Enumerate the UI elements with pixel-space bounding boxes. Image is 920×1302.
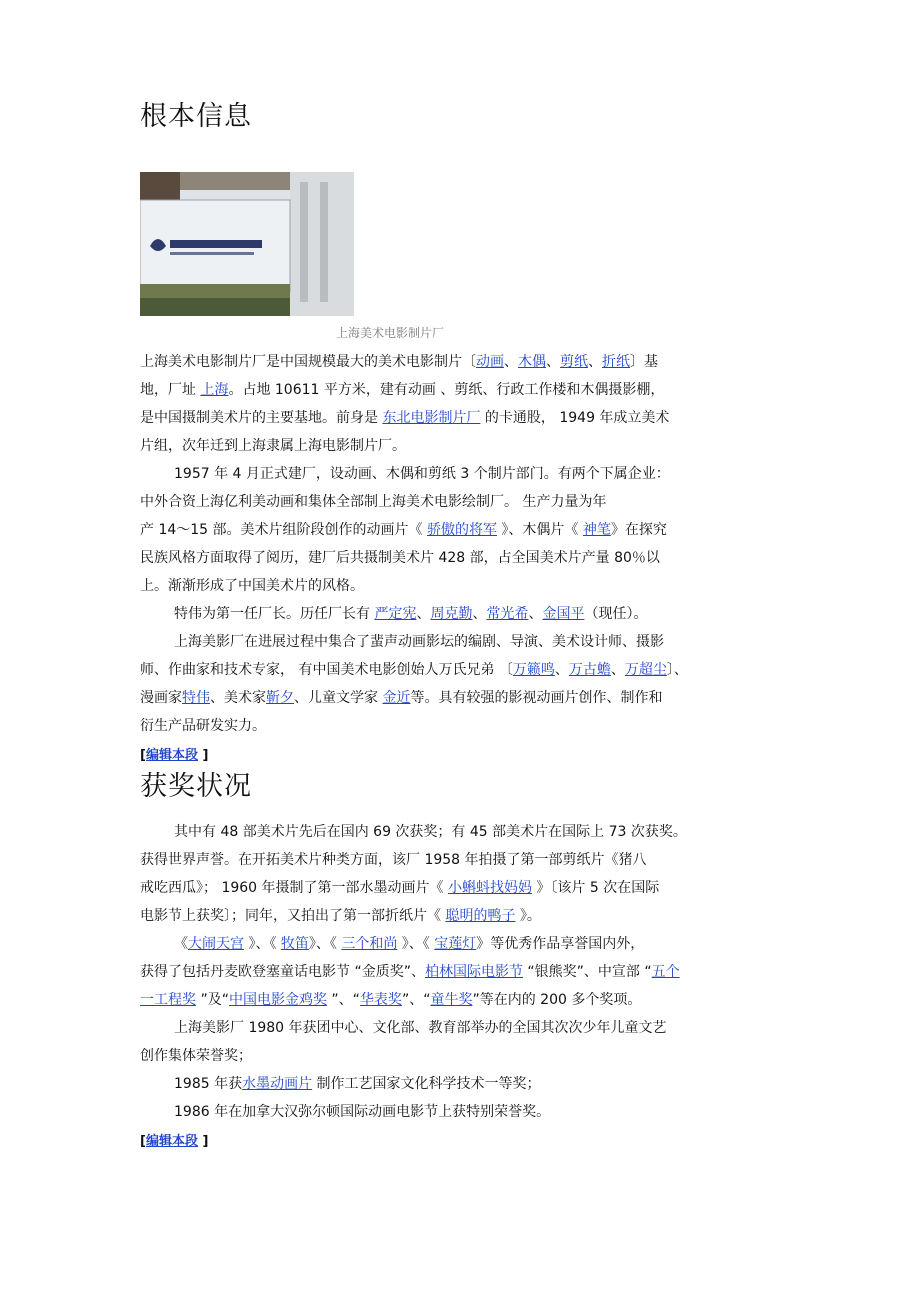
text-run: 1986 年在加拿大汉弥尔顿国际动画电影节上获特别荣誉奖。	[174, 1104, 551, 1120]
text-run: 特伟为第一任厂长。历任厂长有	[174, 606, 375, 622]
text-run: 、	[546, 354, 560, 370]
text-run: 上。渐渐形成了中国美术片的风格。	[140, 578, 364, 594]
section1-line	[140, 436, 406, 456]
section2-line	[174, 934, 644, 954]
section1-line	[174, 632, 664, 652]
section-title-awards: 获奖状况	[140, 771, 252, 802]
wiki-link[interactable]: 上海	[200, 382, 229, 398]
text-run: 电影节上获奖〕；同年，又拍出了第一部折纸片《	[140, 908, 446, 924]
wiki-link[interactable]: 金国平	[542, 606, 585, 622]
section2-line	[140, 850, 647, 870]
text-run: 1957 年 4 月正式建厂，设动画、木偶和剪纸 3 个制片部门。有两个下属企业：	[174, 466, 670, 482]
wiki-link[interactable]: 万超尘	[624, 662, 667, 678]
section1-line	[140, 520, 667, 540]
text-run: 衍生产品研发实力。	[140, 718, 266, 734]
text-run: 》、《	[397, 936, 435, 952]
section2-line	[174, 1018, 667, 1038]
wiki-link[interactable]: 万古蟾	[568, 662, 611, 678]
wiki-link[interactable]: 三个和尚	[341, 936, 398, 952]
section2-line	[140, 906, 541, 926]
wiki-link[interactable]: 五个	[651, 964, 680, 980]
text-run: 》〔该片 5 次在国际	[531, 880, 660, 896]
wiki-link[interactable]: 柏林国际电影节	[424, 964, 523, 980]
text-run: ”等在内的 200 多个奖项。	[472, 992, 642, 1008]
section1-line	[140, 576, 364, 596]
text-run: ”、“	[326, 992, 360, 1008]
text-run: 上海美术电影制片厂是中国规模最大的美术电影制片〔	[140, 354, 476, 370]
studio-photo	[140, 172, 354, 316]
text-run: ”及“	[196, 992, 229, 1008]
section1-line	[140, 716, 266, 736]
text-run: 等。具有较强的影视动画片创作、制作和	[410, 690, 663, 706]
wiki-link[interactable]: 东北电影制片厂	[382, 410, 481, 426]
text-run: 、	[416, 606, 431, 622]
text-run: 》、《	[244, 936, 281, 952]
section2-line	[140, 962, 680, 982]
wiki-link[interactable]: 宝莲灯	[434, 936, 477, 952]
section1-line	[140, 352, 658, 372]
text-run: 》在探究	[610, 522, 667, 538]
text-run: 片组，次年迁到上海隶属上海电影制片厂。	[140, 438, 406, 454]
text-run: 产 14～15 部。美术片组阶段创作的动画片《	[140, 522, 427, 538]
section-title-basic-info: 根本信息	[140, 101, 252, 132]
text-run: 创作集体荣誉奖；	[140, 1048, 252, 1064]
wiki-link[interactable]: 木偶	[518, 354, 546, 370]
edit-section-link-1[interactable]: [编辑本段 ]	[140, 748, 209, 763]
wiki-link[interactable]: 骄傲的将军	[426, 522, 497, 538]
text-run: 获得了包括丹麦欧登塞童话电影节 “金质奖”、	[140, 964, 425, 980]
text-run: 、美术家	[210, 690, 266, 706]
wiki-link[interactable]: 周克勤	[430, 606, 473, 622]
wiki-link[interactable]: 牧笛	[280, 936, 309, 952]
text-run: 制作工艺国家文化科学技术一等奖；	[312, 1076, 541, 1092]
text-run: 、	[554, 662, 569, 678]
section1-line	[140, 548, 660, 568]
wiki-link[interactable]: 金近	[382, 690, 411, 706]
text-run: 1985 年获	[174, 1076, 243, 1092]
text-run: 〕基	[630, 354, 658, 370]
section2-line	[140, 878, 659, 898]
section1-line	[140, 380, 664, 400]
text-run: 是中国摄制美术片的主要基地。前身是	[140, 410, 383, 426]
section2-line	[174, 822, 687, 842]
text-run: 、	[588, 354, 602, 370]
wiki-link[interactable]: 剪纸	[560, 354, 588, 370]
section1-line	[140, 492, 606, 512]
text-run: 戒吃西瓜》； 1960 年摄制了第一部水墨动画片《	[140, 880, 448, 896]
section2-line	[174, 1102, 550, 1122]
text-run: 《	[174, 936, 188, 952]
wiki-link[interactable]: 折纸	[602, 354, 630, 370]
section2-line	[140, 990, 641, 1010]
text-run: 地，厂址	[140, 382, 201, 398]
text-run: 、	[472, 606, 487, 622]
text-run: 、	[610, 662, 625, 678]
text-run: 其中有 48 部美术片先后在国内 69 次获奖；有 45 部美术片在国际上 73 次获奖。	[174, 824, 687, 840]
section2-line	[140, 1046, 252, 1066]
text-run: 》。	[515, 908, 541, 924]
wiki-link[interactable]: 动画	[476, 354, 504, 370]
text-run: 民族风格方面取得了阅历，建厂后共摄制美术片 428 部，占全国美术片产量 80％以	[140, 550, 660, 566]
wiki-link[interactable]: 神笔	[582, 522, 611, 538]
wiki-link[interactable]: 华表奖	[359, 992, 402, 1008]
section2-line	[174, 1074, 541, 1094]
text-run: 上海美影厂 1980 年获团中心、文化部、教育部举办的全国其次次少年儿童文艺	[174, 1020, 667, 1036]
wiki-link[interactable]: 童牛奖	[430, 992, 473, 1008]
wiki-link[interactable]: 一工程奖	[140, 992, 196, 1008]
text-run: 、儿童文学家	[294, 690, 383, 706]
wiki-link[interactable]: 水墨动画片	[242, 1076, 313, 1092]
section1-line	[140, 688, 662, 708]
wiki-link[interactable]: 中国电影金鸡奖	[228, 992, 327, 1008]
text-run: 》等优秀作品享誉国内外，	[476, 936, 645, 952]
text-run: （现任）。	[584, 606, 648, 622]
text-run: 上海美影厂在进展过程中集合了蜚声动画影坛的编剧、导演、美术设计师、摄影	[174, 634, 664, 650]
text-run: 。占地 10611 平方米，建有动画 、剪纸、行政工作楼和木偶摄影棚，	[228, 382, 665, 398]
wiki-link[interactable]: 万籁鸣	[512, 662, 555, 678]
photo-caption: 上海美术电影制片厂	[335, 326, 444, 340]
section1-line	[140, 660, 688, 680]
section1-line	[174, 604, 647, 624]
wiki-link[interactable]: 大闹天宫	[188, 936, 244, 952]
text-run: 中外合资上海亿利美动画和集体全部制上海美术电影绘制厂。 生产力量为年	[140, 494, 607, 510]
wiki-link[interactable]: 常光希	[486, 606, 529, 622]
wiki-link[interactable]: 聪明的鸭子	[445, 908, 516, 924]
section1-line	[140, 408, 669, 428]
text-run: 师、作曲家和技术专家， 有中国美术电影创始人万氏兄弟 〔	[140, 662, 513, 678]
wiki-link[interactable]: 靳夕	[266, 690, 294, 706]
text-run: ”、“	[401, 992, 431, 1008]
text-run: “银熊奖”、中宣部 “	[522, 964, 652, 980]
edit-section-link-2[interactable]: [编辑本段 ]	[140, 1134, 209, 1149]
text-run: 》、《	[308, 936, 342, 952]
text-run: 〕、	[666, 662, 688, 678]
text-run: 的卡通股， 1949 年成立美术	[480, 410, 670, 426]
text-run: 漫画家	[140, 690, 182, 706]
wiki-link[interactable]: 严定宪	[374, 606, 417, 622]
text-run: 、	[504, 354, 518, 370]
wiki-link[interactable]: 特伟	[182, 690, 210, 706]
text-run: 、	[528, 606, 543, 622]
wiki-link[interactable]: 小蝌蚪找妈妈	[447, 880, 532, 896]
section1-line	[174, 464, 670, 484]
text-run: 》、木偶片《	[496, 522, 583, 538]
text-run: 获得世界声誉。在开拓美术片种类方面，该厂 1958 年拍摄了第一部剪纸片《猪八	[140, 852, 647, 868]
